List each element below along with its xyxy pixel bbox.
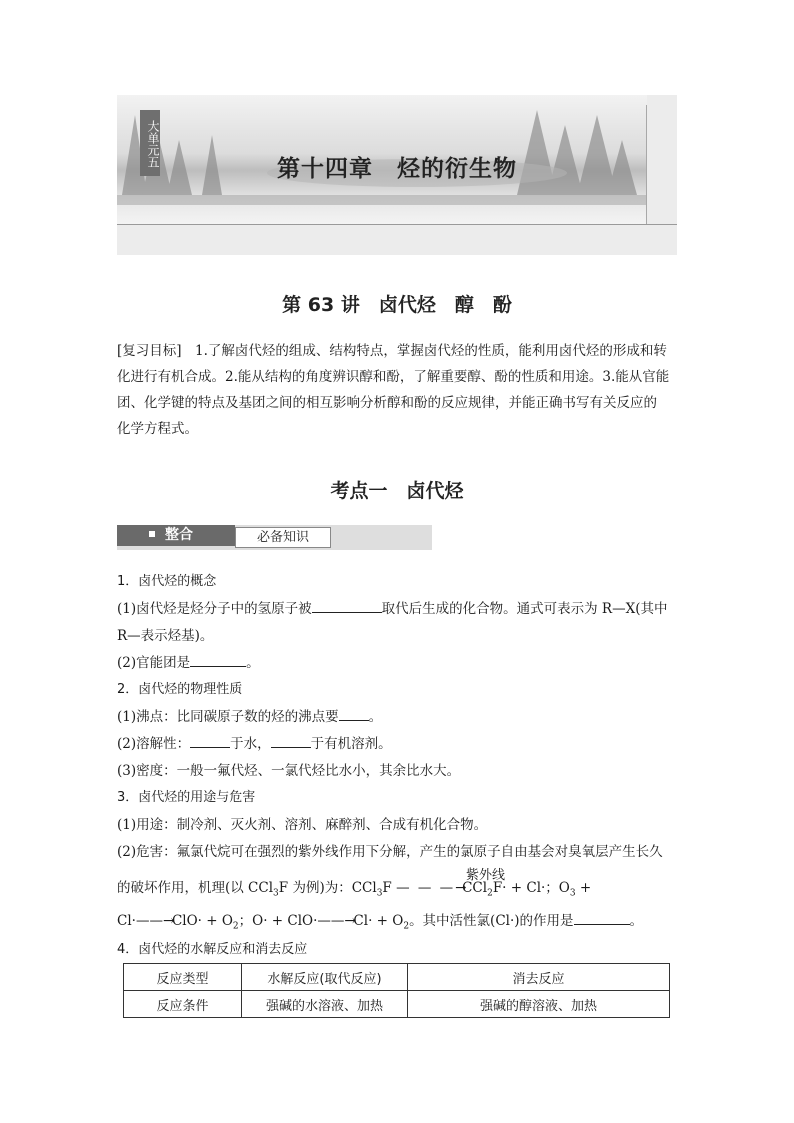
text: (2)溶解性：	[117, 736, 191, 752]
table-cell: 水解反应(取代反应)	[242, 964, 408, 991]
review-goal-line: [复习目标] 1.了解卤代烃的组成、结构特点，掌握卤代烃的性质，能利用卤代烃的形成和转	[117, 343, 667, 359]
text-line	[117, 597, 679, 617]
subscript: 3	[273, 888, 279, 899]
text: 。	[629, 913, 644, 929]
text: F· + Cl·；O	[492, 880, 570, 896]
text: ClO· + O	[171, 913, 233, 929]
fill-blank[interactable]	[271, 733, 311, 748]
text: 。	[246, 655, 260, 671]
fill-blank[interactable]	[312, 598, 382, 613]
text-line: (3)密度：一般一氟代烃、一氯代烃比水小，其余比水大。	[117, 763, 461, 779]
tag-integration	[117, 525, 235, 546]
text: ；O· + ClO·	[238, 913, 318, 929]
text: Cl·	[117, 913, 136, 929]
table-cell: 反应类型	[124, 964, 242, 991]
text: Cl· + O	[353, 913, 404, 929]
chapter-title: 第十四章 烃的衍生物	[277, 156, 517, 182]
text-line: R—表示烃基)。	[117, 628, 214, 644]
table-cell: 强碱的醇溶液、加热	[408, 991, 670, 1018]
table-cell: 反应条件	[124, 991, 242, 1018]
banner-frame-horizontal	[117, 224, 677, 225]
fill-blank[interactable]	[574, 910, 630, 925]
tag-essential-knowledge: 必备知识	[235, 527, 331, 548]
text: 。	[368, 709, 383, 725]
fill-blank[interactable]	[190, 733, 230, 748]
heading-reactions: 4．卤代烃的水解反应和消去反应	[117, 942, 308, 957]
text: F 为例)为：CCl	[278, 880, 377, 896]
text-line: (1)用途：制冷剂、灭火剂、溶剂、麻醉剂、合成有机化合物。	[117, 817, 488, 833]
fill-blank[interactable]	[339, 706, 369, 721]
subscript: 3	[376, 888, 383, 899]
text: 于有机溶剂。	[310, 736, 392, 752]
text: CCl	[462, 880, 488, 896]
mechanism-line-1	[117, 876, 679, 899]
text: F	[382, 880, 392, 896]
text: 取代后生成的化合物。通式可表示为 R—X(其中	[381, 601, 668, 617]
reaction-arrow-icon: — — —→	[396, 880, 469, 896]
uv-arrow-label: 紫外线	[466, 868, 506, 883]
text: (1)卤代烃是烃分子中的氢原子被	[117, 601, 312, 617]
heading-concept: 1．卤代烃的概念	[117, 574, 217, 589]
heading-physical-properties: 2．卤代烃的物理性质	[117, 682, 243, 697]
text: 于水，	[230, 736, 271, 752]
text: +	[575, 880, 592, 896]
text: 的破坏作用，机理(以 CCl	[117, 880, 274, 896]
subscript: 2	[232, 921, 239, 932]
subscript: 2	[487, 888, 493, 899]
text-line	[117, 651, 679, 671]
reaction-arrow-icon: ——→	[135, 913, 175, 929]
text-line	[117, 732, 679, 752]
text: 。其中活性氯(Cl·)的作用是	[409, 913, 574, 929]
lecture-title: 第 63 讲 卤代烃 醇 酚	[282, 294, 512, 316]
text-line	[117, 705, 679, 725]
heading-uses-hazards: 3．卤代烃的用途与危害	[117, 790, 256, 805]
review-goal	[117, 338, 679, 442]
subscript: 2	[403, 921, 410, 932]
subscript: 3	[569, 888, 576, 899]
text: (1)沸点：比同碳原子数的烃的沸点要	[117, 709, 339, 725]
unit-tag: 大单元五	[140, 110, 160, 176]
tag-integration-label: 整合	[165, 527, 193, 543]
table-cell: 消去反应	[408, 964, 670, 991]
review-goal-line: 化学方程式。	[117, 421, 198, 437]
table-row	[124, 964, 670, 991]
review-goal-line: 化进行有机合成。2.能从结构的角度辨识醇和酚，了解重要醇、酚的性质和用途。3.能从官能	[117, 369, 670, 385]
text-line: (2)危害：氟氯代烷可在强烈的紫外线作用下分解，产生的氯原子自由基会对臭氧层产生长久	[117, 844, 663, 860]
reaction-comparison-table	[123, 963, 670, 1018]
table-cell: 强碱的水溶液、加热	[242, 991, 408, 1018]
square-icon	[149, 531, 155, 537]
fill-blank[interactable]	[190, 652, 246, 667]
mechanism-line-2	[117, 909, 679, 932]
section-title: 考点一 卤代烃	[330, 480, 464, 502]
text: (2)官能团是	[117, 655, 191, 671]
reaction-arrow-icon: ——→	[317, 913, 356, 929]
table-row	[124, 991, 670, 1018]
review-goal-line: 团、化学键的特点及基团之间的相互影响分析醇和酚的反应规律，并能正确书写有关反应的	[117, 395, 657, 411]
